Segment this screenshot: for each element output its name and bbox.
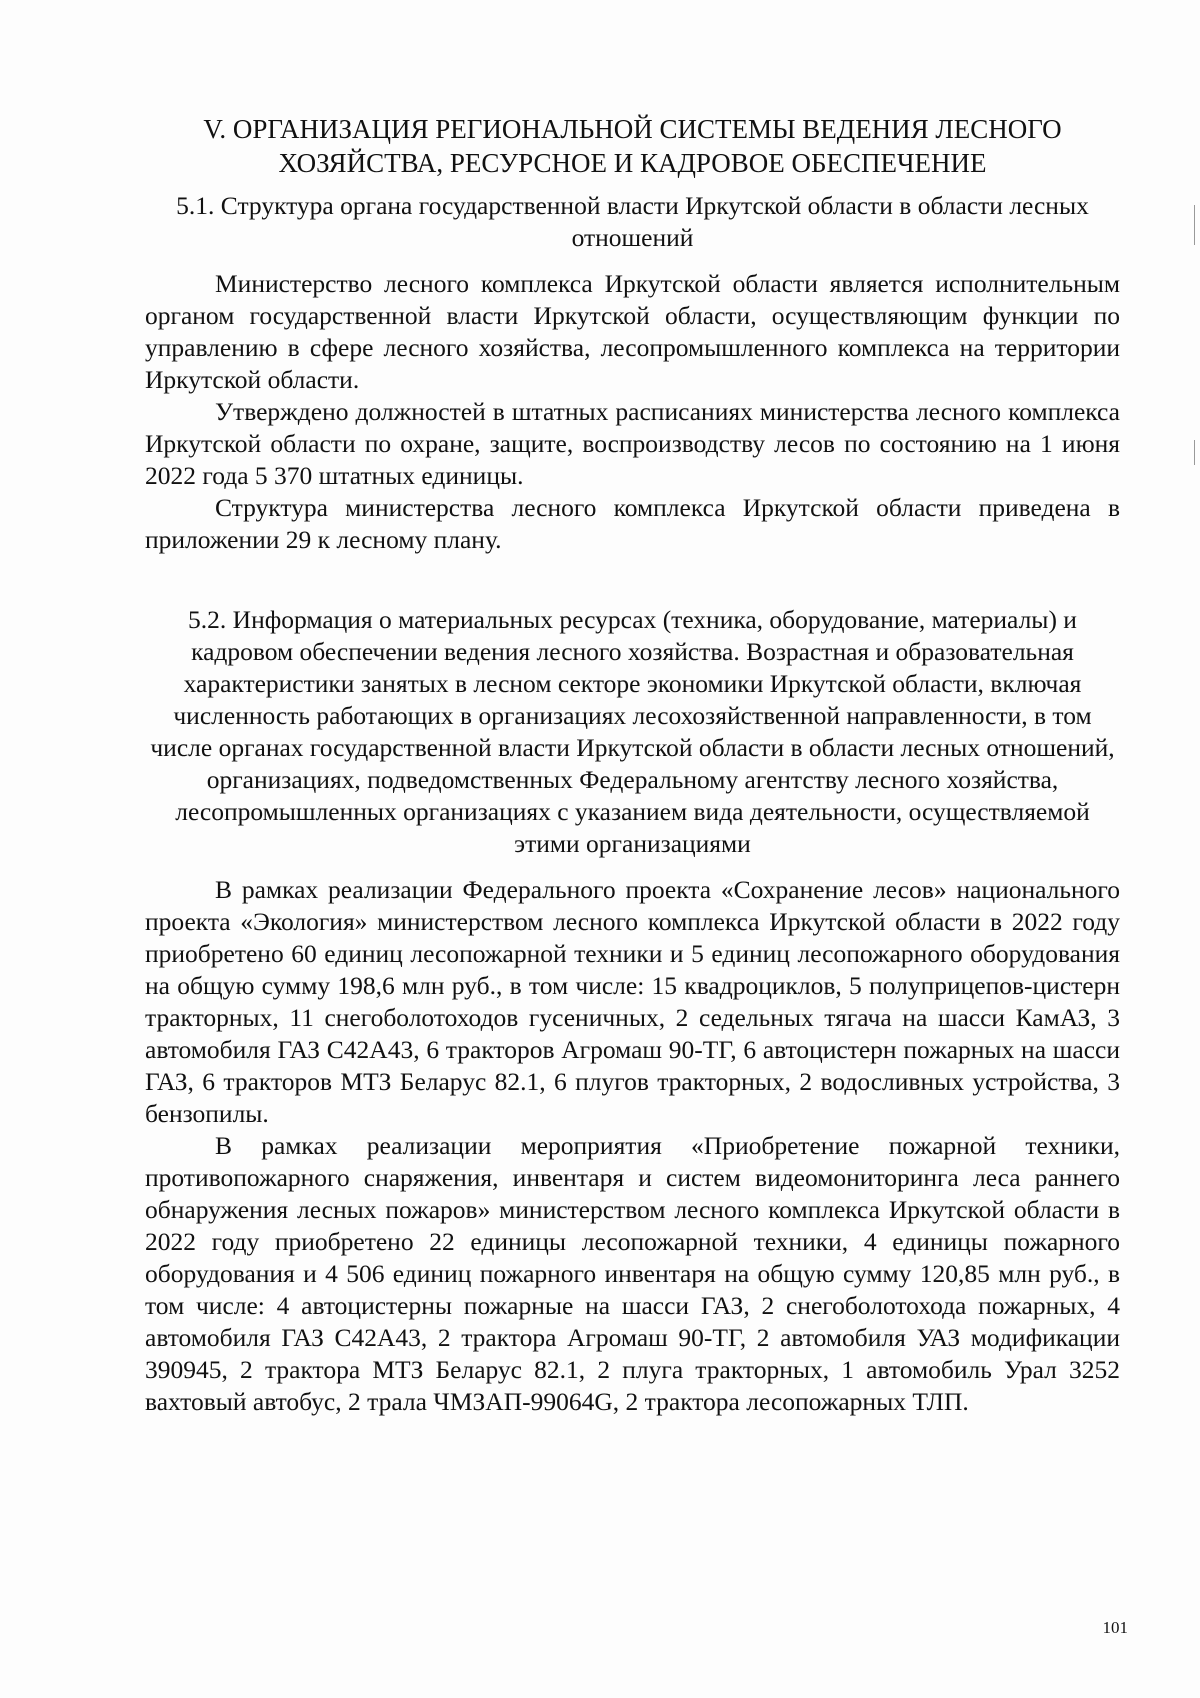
paragraph: Структура министерства лесного комплекса Иркутской области приведена в приложении 29 к лесному плану.	[145, 493, 1120, 554]
paragraph: Утверждено должностей в штатных расписаниях министерства лесного комплекса Иркутской области по охране, защите, воспроизводству лесов по состоянию на 1 июня 2022 года 5 370 штатных единицы.	[145, 397, 1120, 490]
scan-edge-mark	[1194, 440, 1195, 465]
paragraph: В рамках реализации Федерального проекта «Сохранение лесов» национального проекта «Экология» министерством лесного комплекса Иркутской области в 2022 году приобретено 60 единиц лесопожарной техники и 5 единиц лесопожарного оборудования на общую сумму 198,6 млн руб., в том числе: 15 квадроциклов, 5 полуприцепов-цистерн тракторных, 11 снегоболотоходов гусеничных, 2 седельных тягача на шасси КамАЗ, 3 автомобиля ГАЗ С42А43, 6 тракторов Агромаш 90-ТГ, 6 автоцистерн пожарных на шасси ГАЗ, 6 тракторов МТЗ Беларус 82.1, 6 плугов тракторных, 2 водосливных устройства, 3 бензопилы.	[145, 875, 1120, 1128]
paragraph: В рамках реализации мероприятия «Приобретение пожарной техники, противопожарного снаряжения, инвентаря и систем видеомониторинга леса раннего обнаружения лесных пожаров» министерством лесного комплекса Иркутской области в 2022 году приобретено 22 единицы лесопожарной техники, 4 единицы пожарного оборудования и 4 506 единиц пожарного инвентаря на общую сумму 120,85 млн руб., в том числе: 4 автоцистерны пожарные на шасси ГАЗ, 2 снегоболотохода пожарных, 4 автомобиля ГАЗ С42А43, 2 трактора Агромаш 90-ТГ, 2 автомобиля УАЗ модификации 390945, 2 трактора МТЗ Беларус 82.1, 2 плуга тракторных, 1 автомобиль Урал 3252 вахтовый автобус, 2 трала ЧМЗАП-99064G, 2 трактора лесопожарных ТЛП.	[145, 1131, 1120, 1416]
document-body	[145, 112, 1120, 1418]
paragraph: Министерство лесного комплекса Иркутской области является исполнительным органом государственной власти Иркутской области, осуществляющим функции по управлению в сфере лесного хозяйства, лесопромышленного комплекса на территории Иркутской области.	[145, 269, 1120, 394]
page-number: 101	[1102, 1618, 1128, 1637]
section-5-2-title: 5.2. Информация о материальных ресурсах (техника, оборудование, материалы) и кадровом обеспечении ведения лесного хозяйства. Возрастная и образовательная характеристики занятых в лесном секторе экономики Иркутской области, включая численность работающих в организациях лесохозяйственной направленности, в том числе органах государственной власти Иркутской области в области лесных отношений, организациях, подведомственных Федеральному агентству лесного хозяйства, лесопромышленных организациях с указанием вида деятельности, осуществляемой этими организациями	[150, 605, 1115, 858]
chapter-title: V. ОРГАНИЗАЦИЯ РЕГИОНАЛЬНОЙ СИСТЕМЫ ВЕДЕНИЯ ЛЕСНОГО ХОЗЯЙСТВА, РЕСУРСНОЕ И КАДРОВОЕ ОБЕСПЕЧЕНИЕ	[203, 114, 1062, 178]
section-5-1-title: 5.1. Структура органа государственной власти Иркутской области в области лесных отношений	[176, 191, 1089, 252]
scan-edge-mark	[1194, 205, 1195, 245]
